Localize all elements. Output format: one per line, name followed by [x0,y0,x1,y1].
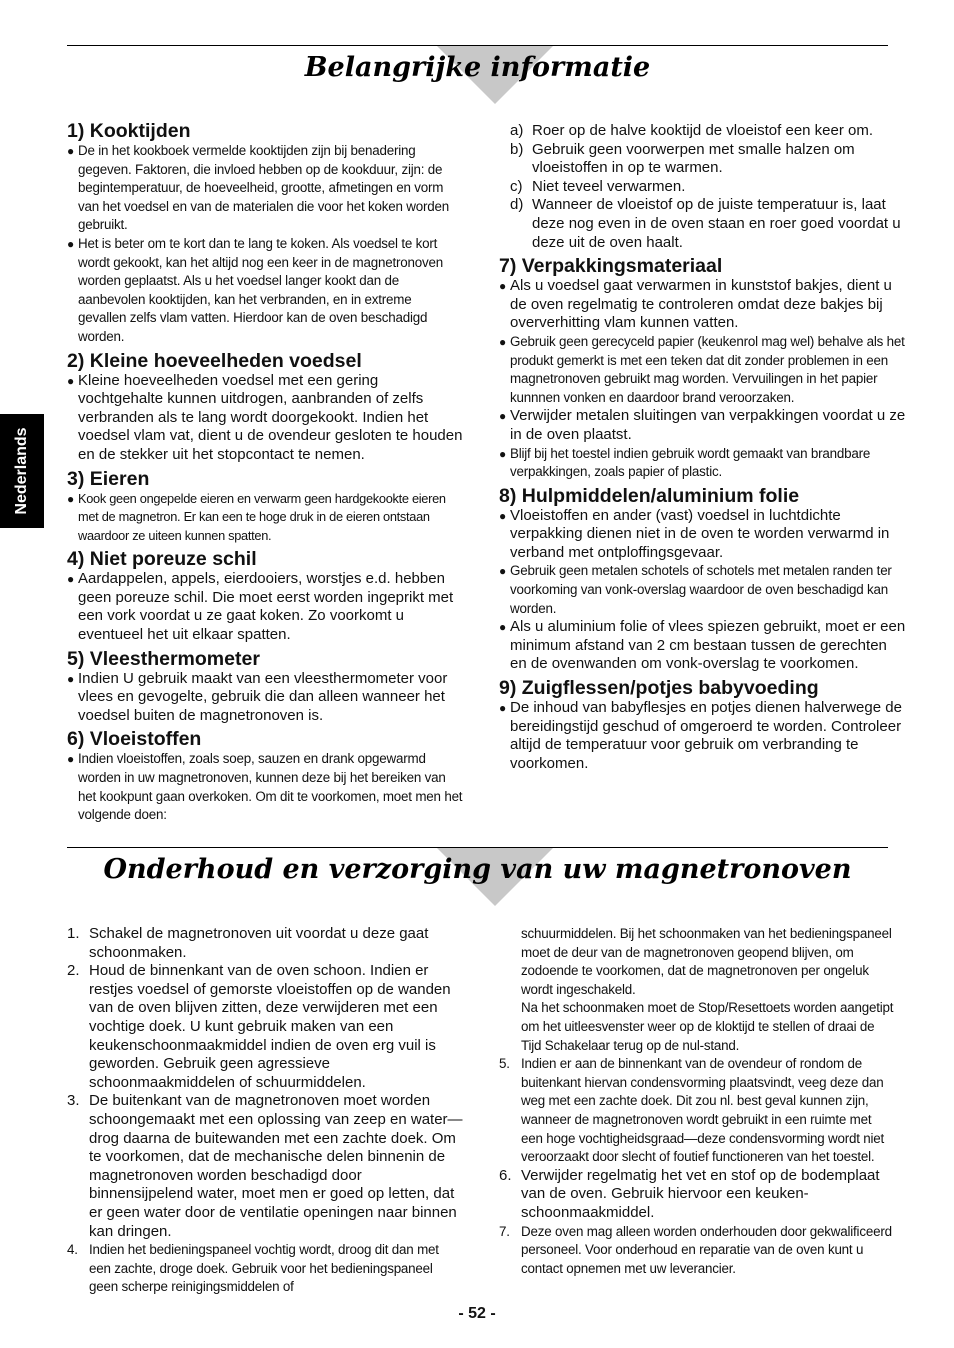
language-tab-label: Nederlands [13,427,30,515]
maintenance-left-column [67,925,463,1297]
bullet: ● Het is beter om te kort dan te lang te koken. Als voedsel te kort wordt gekookt, kan het altijd nog een keer in de magnetronoven worden geplaatst. Als u het voedsel langer kookt dan de aanbevolen kooktijden, kan het verbranden, en in extreme gevallen zelfs vlam vatten. Hierdoor kan de oven beschadigd worden. [67,235,444,344]
heading-kleine: 2) Kleine hoeveelheden voedsel [67,349,362,372]
heading-eieren: 3) Eieren [67,467,150,490]
heading-schil: 4) Niet poreuze schil [67,548,257,571]
bullet: ● Gebruik geen gerecyceld papier (keukenrol mag wel) behalve als het produkt gemerkt is met een teken dat dit zonder problemen in een magnetronoven gebruikt mag worden. Vervuilingen in het papier kunnnen vonken en daardoor brand veroorzaken. [499,333,905,405]
heading-baby: 9) Zuigflessen/potjes babyvoeding [499,677,819,700]
bullet: ● Als u voedsel gaat verwarmen in kunststof bakjes, dient u de oven regelmatig te controleren omdat deze bakjes bij oververhitting vlam kunnen vatten. [499,277,892,332]
maintenance-right-column [499,925,895,1278]
numbered-item: 5. Indien er aan de binnenkant van de ovendeur of rondom de buitenkant hiervan condensvorming plaatsvindt, veeg deze dan weg met een zachte doek. Dit zou nl. best geval kunnen zijn, wanneer de magnetronoven wordt gebruikt in een ruimte met een hoge vochtigheidsgraad—deze condensvorming wordt niet veroorzaakt door slecht of foutief functioneren van het toestel. [499,1056,885,1165]
list-item: d) Wanneer de vloeistof op de juiste temperatuur is, laat deze nog even in de oven staan en roer goed voordat u deze uit de oven haalt. [510,196,901,251]
bullet: ● De inhoud van babyflesjes en potjes dienen halverwege de bereidingstijd geschud of omgeroerd te worden. Controleer altijd de temperatuur voor gebruik om verbranding te voorkomen. [499,699,902,772]
list-item: a) Roer op de halve kooktijd de vloeistof een keer om. [510,122,874,139]
bullet: ● Indien vloeistoffen, zoals soep, sauzen en drank opgewarmd worden in uw magnetronoven, kunnen deze bij het bereiken van het kookpunt gaan overkoken. Om dit te voorkomen, moet men het volgende doen: [67,751,463,823]
heading-verpakking: 7) Verpakkingsmateriaal [499,255,723,278]
bullet: ● Vloeistoffen en ander (vast) voedsel in luchtdichte verpakking dienen niet in de oven te worden verwarmd in verband met ontploffingsgevaar. [499,506,890,561]
heading-thermometer: 5) Vleesthermometer [67,647,260,670]
heading-vloeistoffen: 6) Vloeistoffen [67,728,202,751]
numbered-item: 4. Indien het bedieningspaneel vochtig wordt, droog dit dan met een zachte, droge doek. Gebruik voor het bedieningspaneel geen scherpe reinigingsmiddelen of [67,1242,439,1295]
bullet: ● Blijf bij het toestel indien gebruik wordt gemaakt van brandbare verpakkingen, zoals papier of plastic. [499,445,871,480]
numbered-item-continued: Na het schoonmaken moet de Stop/Resettoets worden aangetipt om het uitleesvenster weer op de kloktijd te stellen of draai de Tijd Schakelaar terug op de nul-stand. [521,1000,894,1053]
page-number: - 52 - [458,1305,496,1322]
numbered-item: 2. Houd de binnenkant van de oven schoon. Indien er restjes voedsel of gemorste vloeistoffen op de wanden van de oven blijven zitten, deze verwijderen met een vochtige doek. U kunt gebruik maken van een keukenschoonmaakmiddel indien de oven erg vuil is geworden. Gebruik geen agressieve schoonmaakmiddelen of schuurmiddelen. [67,962,451,1091]
left-column [67,118,463,825]
bullet: ● Als u aluminium folie of vlees spiezen gebruikt, moet er een minimum afstand van 2 cm bestaan tussen de gerechten en de ovenwanden om vonk-overslag te voorkomen. [499,618,906,673]
bullet: ● Kook geen ongepelde eieren en verwarm geen hardgekookte eieren met de magnetron. Er kan een te hoge druk in de eieren ontstaan waardoor ze uiteen kunnen spatten. [67,490,446,543]
bullet: ● Gebruik geen metalen schotels of schotels met metalen randen ter voorkoming van vonk-overslag waardoor de oven beschadigd kan worden. [499,563,892,616]
heading-kooktijden: 1) Kooktijden [67,120,191,142]
language-tab [0,414,44,528]
list-item: c) Niet teveel verwarmen. [510,177,686,195]
list-item: b) Gebruik geen voorwerpen met smalle halzen om vloeistoffen in op te warmen. [510,140,855,177]
bullet: ● Kleine hoeveelheden voedsel met een gering vochtgehalte kunnen uitdrogen, aanbranden of zelfs verbranden als te lang wordt doorgekookt. Indien het voedsel vlam vat, dient u de ovendeur gesloten te houden en de stekker uit het stopcontact te nemen. [67,371,463,463]
numbered-item: 6. Verwijder regelmatig het vet en stof op de bodemplaat van de oven. Gebruik hiervoor een keuken-schoonmaakmiddel. [499,1166,880,1221]
bullet: ● De in het kookboek vermelde kooktijden zijn bij benadering gegeven. Faktoren, die invloed hebben op de kookduur, zijn: de begintemperatuur, de hoeveelheid, grootte, afmetingen en vorm van het voedsel en van de materialen die voor het koken worden gebruikt. [67,143,449,233]
heading-hulp: 8) Hulpmiddelen/aluminium folie [499,484,800,507]
numbered-item: 7. Deze oven mag alleen worden onderhouden door gekwalificeerd personeel. Voor onderhoud en reparatie van de oven kunt u contact opnemen met uw leverancier. [499,1223,892,1276]
right-column [499,122,906,773]
bullet: ● Aardappelen, appels, eierdooiers, worstjes e.d. hebben geen poreuze schil. Die moet eerst worden ingeprikt met een vork voordat u ze gaat koken. Zo voorkomt u eventueel het uit elkaar spatten. [67,570,454,644]
section2-title: Onderhoud en verzorging van uw magnetronoven [103,854,852,885]
numbered-item-continued: schuurmiddelen. Bij het schoonmaken van het bedieningspaneel moet de deur van de magnetronoven geopend blijven, om zodoende te voorkomen, dat de magnetronoven per ongeluk wordt ingeschakeld. [521,926,892,997]
numbered-item: 1. Schakel de magnetronoven uit voordat u deze gaat schoonmaken. [67,925,429,961]
numbered-item: 3. De buitenkant van de magnetronoven moet worden schoongemaakt met een oplossing van zeep en water—drog daarna de buitewanden met een zachte doek. Om te voorkomen, dat de mechanische delen binnenin de magnetronoven worden beschadigd door binnensijpelend water, moet men er goed op letten, dat er geen water door de ventilatie openingen naar binnen kan dringen. [67,1092,463,1240]
bullet: ● Indien U gebruik maakt van een vleesthermometer voor vlees en gevogelte, gebruik die dan alleen wanneer het voedsel buiten de magnetronoven is. [67,669,448,724]
page-title: Belangrijke informatie [304,52,651,83]
bullet: ● Verwijder metalen sluitingen van verpakkingen voordat u ze in de oven plaatst. [499,407,906,443]
